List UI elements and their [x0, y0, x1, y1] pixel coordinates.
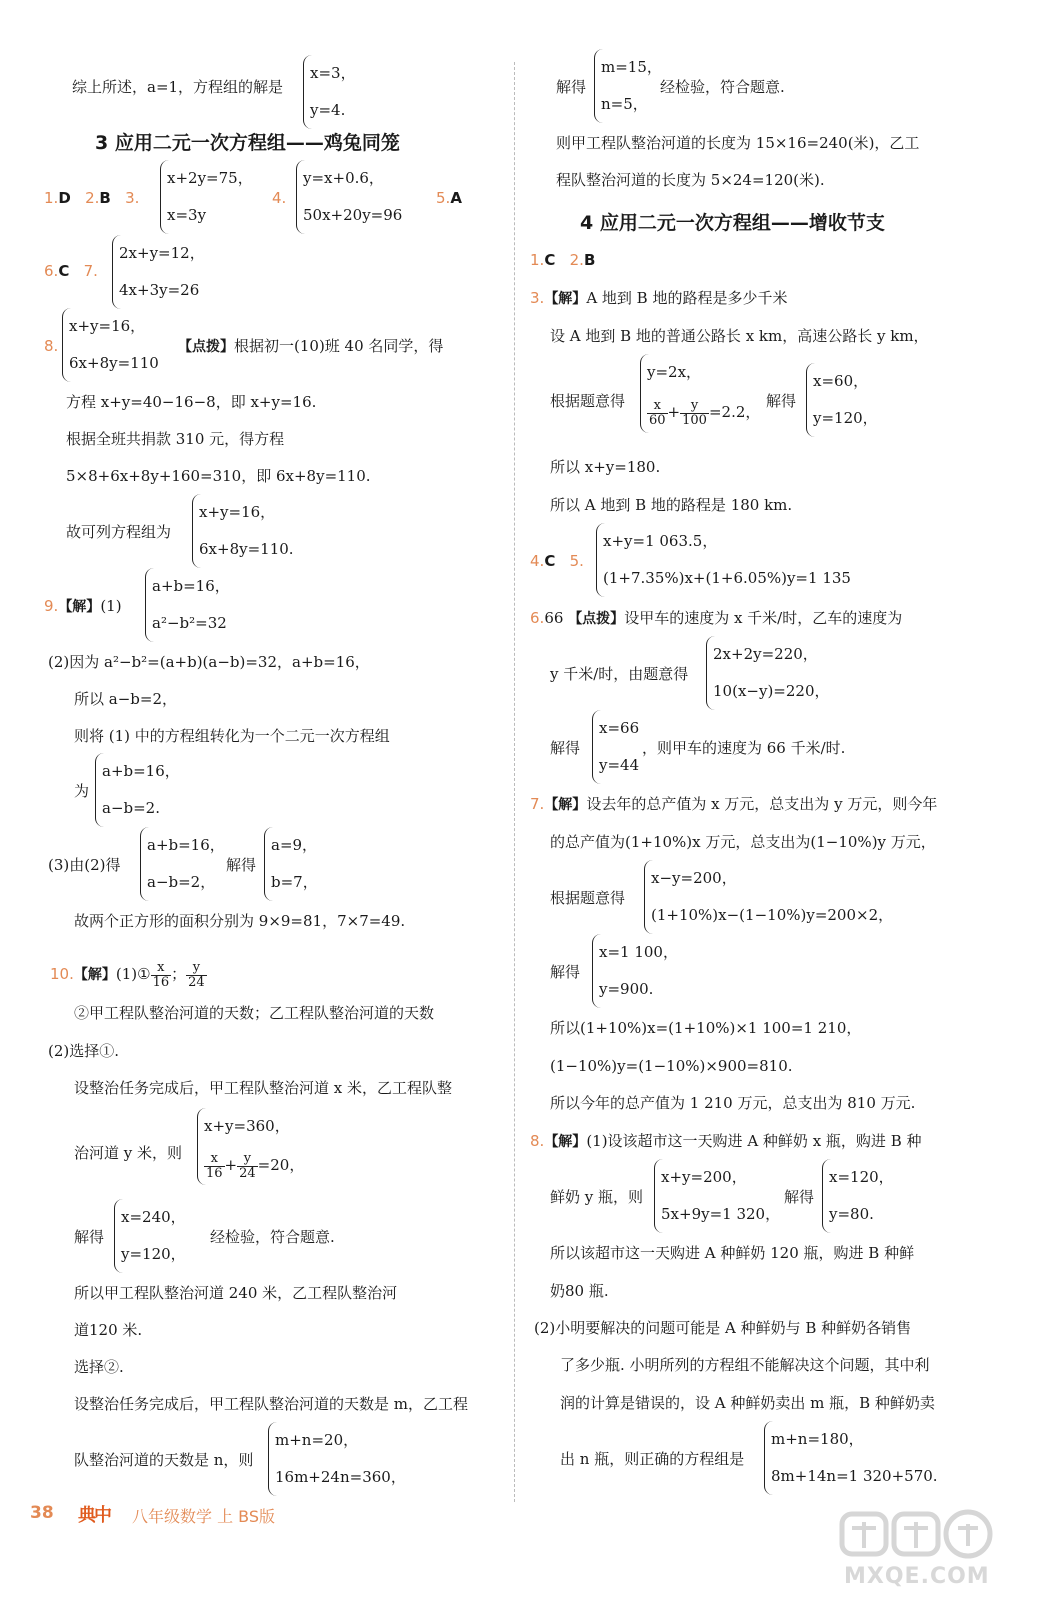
- text-line: 则甲工程队整治河道的长度为 15×16=240(米)，乙工: [556, 134, 920, 152]
- equation-system: a+b=16， a−b=2，: [140, 827, 225, 901]
- text-line: 所以今年的总产值为 1 210 万元，总支出为 810 万元.: [550, 1094, 916, 1112]
- fraction: $\frac{y}{24}$: [239, 1150, 256, 1181]
- text-line: 经检验，符合题意.: [210, 1228, 335, 1246]
- fraction: $\frac{y}{100}$: [682, 397, 707, 428]
- solution-line: 9.【解】(1): [44, 597, 122, 615]
- page-number: 38: [30, 1503, 54, 1523]
- equation-system: y=2x， $\frac{x}{60}$ + $\frac{y}{100}$ =2.2，: [640, 354, 760, 433]
- equation-system: x+y=1 063.5， (1+7.35%)x+(1+6.05%)y=1 135: [596, 523, 851, 597]
- equation-system: a+b=16， a−b=2.: [95, 753, 180, 827]
- equation-system: 2x+y=12， 4x+3y=26: [112, 235, 205, 309]
- book-title: 八年级数学 上 BS版: [132, 1507, 276, 1526]
- text-line: 设整治任务完成后，甲工程队整治河道 x 米，乙工程队整: [74, 1079, 452, 1097]
- text-line: 所以 a−b=2，: [74, 690, 177, 708]
- text-line: (2)小明要解决的问题可能是 A 种鲜奶与 B 种鲜奶各销售: [534, 1319, 912, 1337]
- fraction: $\frac{x}{60}$: [649, 397, 666, 428]
- text-line: 的总产值为(1+10%)x 万元，总支出为(1−10%)y 万元，: [550, 833, 936, 851]
- text-line: 程队整治河道的长度为 5×24=120(米).: [556, 171, 825, 189]
- text-line: 5×8+6x+8y+160=310，即 6x+8y=110.: [66, 467, 371, 485]
- watermark-text: MXQE.COM: [844, 1564, 990, 1589]
- equation-system: m=15， n=5，: [594, 49, 662, 123]
- text-line: 解得: [766, 392, 797, 410]
- equation-system: a=9， b=7，: [264, 827, 318, 901]
- text-line: 解得: [784, 1188, 815, 1206]
- brand-logo: 典中: [78, 1505, 110, 1526]
- text-line: 所以 x+y=180.: [550, 458, 661, 476]
- answers-row-2: 6.C 7.: [44, 262, 98, 280]
- text-line: 解得: [550, 963, 581, 981]
- equation-system: x+2y=75， x=3y: [160, 160, 253, 234]
- text-line: y 千米/时，由题意得: [550, 665, 689, 683]
- text-line: 设 A 地到 B 地的普通公路长 x km，高速公路长 y km，: [550, 327, 929, 345]
- text-line: (2)因为 a²−b²=(a+b)(a−b)=32，a+b=16，: [48, 653, 370, 671]
- answer-item: 5.A: [436, 189, 462, 207]
- equation-system: y=x+0.6， 50x+20y=96: [296, 160, 402, 234]
- text-line: 为: [74, 782, 90, 800]
- section-heading-3: 3 应用二元一次方程组——鸡兔同笼: [95, 132, 400, 154]
- text-line: 经检验，符合题意.: [660, 78, 785, 96]
- hint-line: 【点拨】根据初一(10)班 40 名同学，得: [178, 337, 444, 355]
- solution-line: 3.【解】A 地到 B 地的路程是多少千米: [530, 289, 788, 307]
- equation-system: x=3， y=4.: [303, 55, 356, 129]
- text-line: 奶80 瓶.: [550, 1282, 609, 1300]
- text-line: 治河道 y 米，则: [74, 1144, 183, 1162]
- equation-system: x=120， y=80.: [822, 1159, 894, 1233]
- equation-system: x+y=16， 6x+8y=110.: [192, 494, 294, 568]
- text-line: 队整治河道的天数是 n，则: [74, 1451, 254, 1469]
- text-line: (3)由(2)得: [48, 856, 121, 874]
- question-number: 4.: [272, 189, 287, 207]
- text-line: 解得: [74, 1228, 105, 1246]
- text-line: (2)选择①.: [48, 1042, 120, 1060]
- equation-system: x=240， y=120，: [114, 1199, 186, 1273]
- equation-system: x+y=16， 6x+8y=110: [62, 308, 159, 382]
- text-line: 了多少瓶. 小明所列的方程组不能解决这个问题，其中利: [560, 1356, 930, 1374]
- text-line: 解得: [226, 856, 257, 874]
- text-line: ，则甲车的速度为 66 千米/时.: [642, 739, 846, 757]
- text-line: 所以该超市这一天购进 A 种鲜奶 120 瓶，购进 B 种鲜: [550, 1244, 915, 1262]
- text-line: 解得: [556, 78, 587, 96]
- answers-row-4: 4.C 5.: [530, 552, 584, 570]
- text-line: 选择②.: [74, 1358, 124, 1376]
- text-line: 所以(1+10%)x=(1+10%)×1 100=1 210，: [550, 1019, 862, 1037]
- text-line: 道120 米.: [74, 1321, 143, 1339]
- solution-line: 8.【解】(1)设该超市这一天购进 A 种鲜奶 x 瓶，购进 B 种: [530, 1132, 922, 1150]
- equation-system: x=60， y=120，: [806, 363, 878, 437]
- hint-line: 6.66 【点拨】设甲车的速度为 x 千米/时，乙车的速度为: [530, 609, 903, 627]
- column-divider: [514, 62, 515, 1502]
- text-line: 根据题意得: [550, 392, 626, 410]
- equation-system: 2x+2y=220， 10(x−y)=220，: [706, 636, 830, 710]
- fraction: $\frac{y}{24}$: [188, 959, 205, 990]
- text-line: 出 n 瓶，则正确的方程组是: [560, 1450, 745, 1468]
- text-line: 所以 A 地到 B 地的路程是 180 km.: [550, 496, 793, 514]
- fraction: $\frac{x}{16}$: [152, 959, 170, 990]
- equation-system: x−y=200， (1+10%)x−(1−10%)y=200×2，: [644, 860, 893, 934]
- text-line: 所以甲工程队整治河道 240 米，乙工程队整治河: [74, 1284, 398, 1302]
- equation-system: x=1 100， y=900.: [592, 934, 678, 1008]
- solution-line: 7.【解】设去年的总产值为 x 万元，总支出为 y 万元，则今年: [530, 795, 938, 813]
- equation-system: x+y=360， $\frac{x}{16}$ + $\frac{y}{24}$ =20，: [197, 1108, 304, 1185]
- solution-line: 10.【解】(1)① $\frac{x}{16}$ ； $\frac{y}{24}$: [50, 959, 205, 990]
- text-line: 根据题意得: [550, 889, 626, 907]
- equation-system: m+n=180， 8m+14n=1 320+570.: [764, 1421, 938, 1495]
- text-line: 解得: [550, 739, 581, 757]
- text-line: 故两个正方形的面积分别为 9×9=81，7×7=49.: [74, 912, 406, 930]
- text-line: 润的计算是错误的，设 A 种鲜奶卖出 m 瓶，B 种鲜奶卖: [560, 1394, 935, 1412]
- text-line: 鲜奶 y 瓶，则: [550, 1188, 644, 1206]
- equation-system: a+b=16， a²−b²=32: [145, 568, 230, 642]
- text-line: 方程 x+y=40−16−8，即 x+y=16.: [66, 393, 317, 411]
- fraction: $\frac{x}{16}$: [206, 1150, 223, 1181]
- answers-row-3: 1.C 2.B: [530, 251, 596, 269]
- equation-system: x+y=200， 5x+9y=1 320，: [654, 1159, 780, 1233]
- text-line: 设整治任务完成后，甲工程队整治河道的天数是 m，乙工程: [74, 1395, 468, 1413]
- equation-system: x=66 y=44: [592, 710, 639, 784]
- text-line: (1−10%)y=(1−10%)×900=810.: [550, 1057, 793, 1075]
- question-number: 8.: [44, 337, 59, 355]
- answers-row-1: 1.D 2.B 3.: [44, 189, 140, 207]
- text-line: 故可列方程组为: [66, 523, 172, 541]
- equation-system: m+n=20， 16m+24n=360，: [268, 1422, 406, 1496]
- text-line: ②甲工程队整治河道的天数；乙工程队整治河道的天数: [74, 1004, 435, 1022]
- summary-line: 综上所述，a=1，方程组的解是: [72, 78, 284, 96]
- text-line: 根据全班共捐款 310 元，得方程: [66, 430, 285, 448]
- text-line: 则将 (1) 中的方程组转化为一个二元一次方程组: [74, 727, 390, 745]
- section-heading-4: 4 应用二元一次方程组——增收节支: [580, 212, 885, 234]
